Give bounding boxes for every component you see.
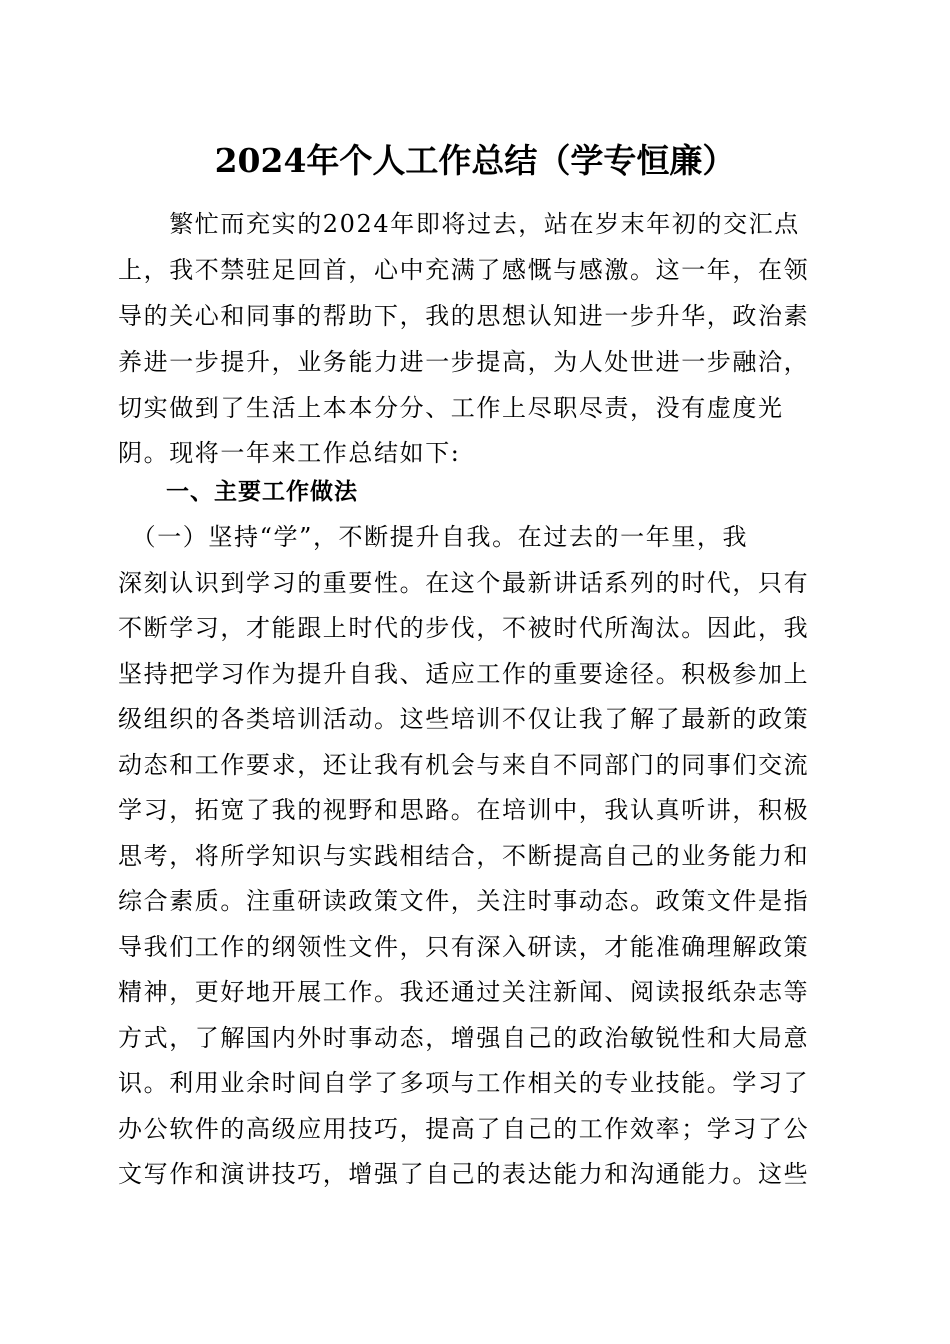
- paragraph-line: 文写作和演讲技巧，增强了自己的表达能力和沟通能力。这些: [118, 1160, 810, 1188]
- paragraph-line: 坚持把学习作为提升自我、适应工作的重要途径。积极参加上: [118, 660, 810, 688]
- paragraph-line: 繁忙而充实的2024年即将过去，站在岁末年初的交汇点: [118, 210, 800, 238]
- section-heading: 一、主要工作做法: [118, 479, 358, 505]
- paragraph-line: 精神，更好地开展工作。我还通过关注新闻、阅读报纸杂志等: [118, 978, 810, 1006]
- paragraph-line: （一）坚持“学”，不断提升自我。在过去的一年里，我: [118, 523, 749, 551]
- document-title: 2024年个人工作总结（学专恒廉）: [214, 141, 736, 180]
- paragraph-line: 思考，将所学知识与实践相结合，不断提高自己的业务能力和: [118, 842, 810, 870]
- paragraph-line: 阴。现将一年来工作总结如下:: [118, 439, 461, 467]
- paragraph-line: 办公软件的高级应用技巧，提高了自己的工作效率；学习了公: [118, 1115, 810, 1143]
- paragraph-line: 不断学习，才能跟上时代的步伐，不被时代所淘汰。因此，我: [118, 614, 810, 642]
- paragraph-line: 深刻认识到学习的重要性。在这个最新讲话系列的时代，只有: [118, 569, 810, 597]
- paragraph-line: 方式，了解国内外时事动态，增强自己的政治敏锐性和大局意: [118, 1024, 810, 1052]
- paragraph-line: 切实做到了生活上本本分分、工作上尽职尽责，没有虚度光: [118, 394, 784, 422]
- paragraph-line: 综合素质。注重研读政策文件，关注时事动态。政策文件是指: [118, 887, 810, 915]
- paragraph-line: 识。利用业余时间自学了多项与工作相关的专业技能。学习了: [118, 1069, 810, 1097]
- paragraph-line: 动态和工作要求，还让我有机会与来自不同部门的同事们交流: [118, 751, 810, 779]
- paragraph-line: 养进一步提升，业务能力进一步提高，为人处世进一步融洽，: [118, 348, 810, 376]
- paragraph-line: 导的关心和同事的帮助下，我的思想认知进一步升华，政治素: [118, 302, 810, 330]
- paragraph-line: 上，我不禁驻足回首，心中充满了感慨与感激。这一年，在领: [118, 256, 810, 284]
- paragraph-line: 学习，拓宽了我的视野和思路。在培训中，我认真听讲，积极: [118, 796, 810, 824]
- paragraph-line: 级组织的各类培训活动。这些培训不仅让我了解了最新的政策: [118, 705, 810, 733]
- paragraph-line: 导我们工作的纲领性文件，只有深入研读，才能准确理解政策: [118, 933, 810, 961]
